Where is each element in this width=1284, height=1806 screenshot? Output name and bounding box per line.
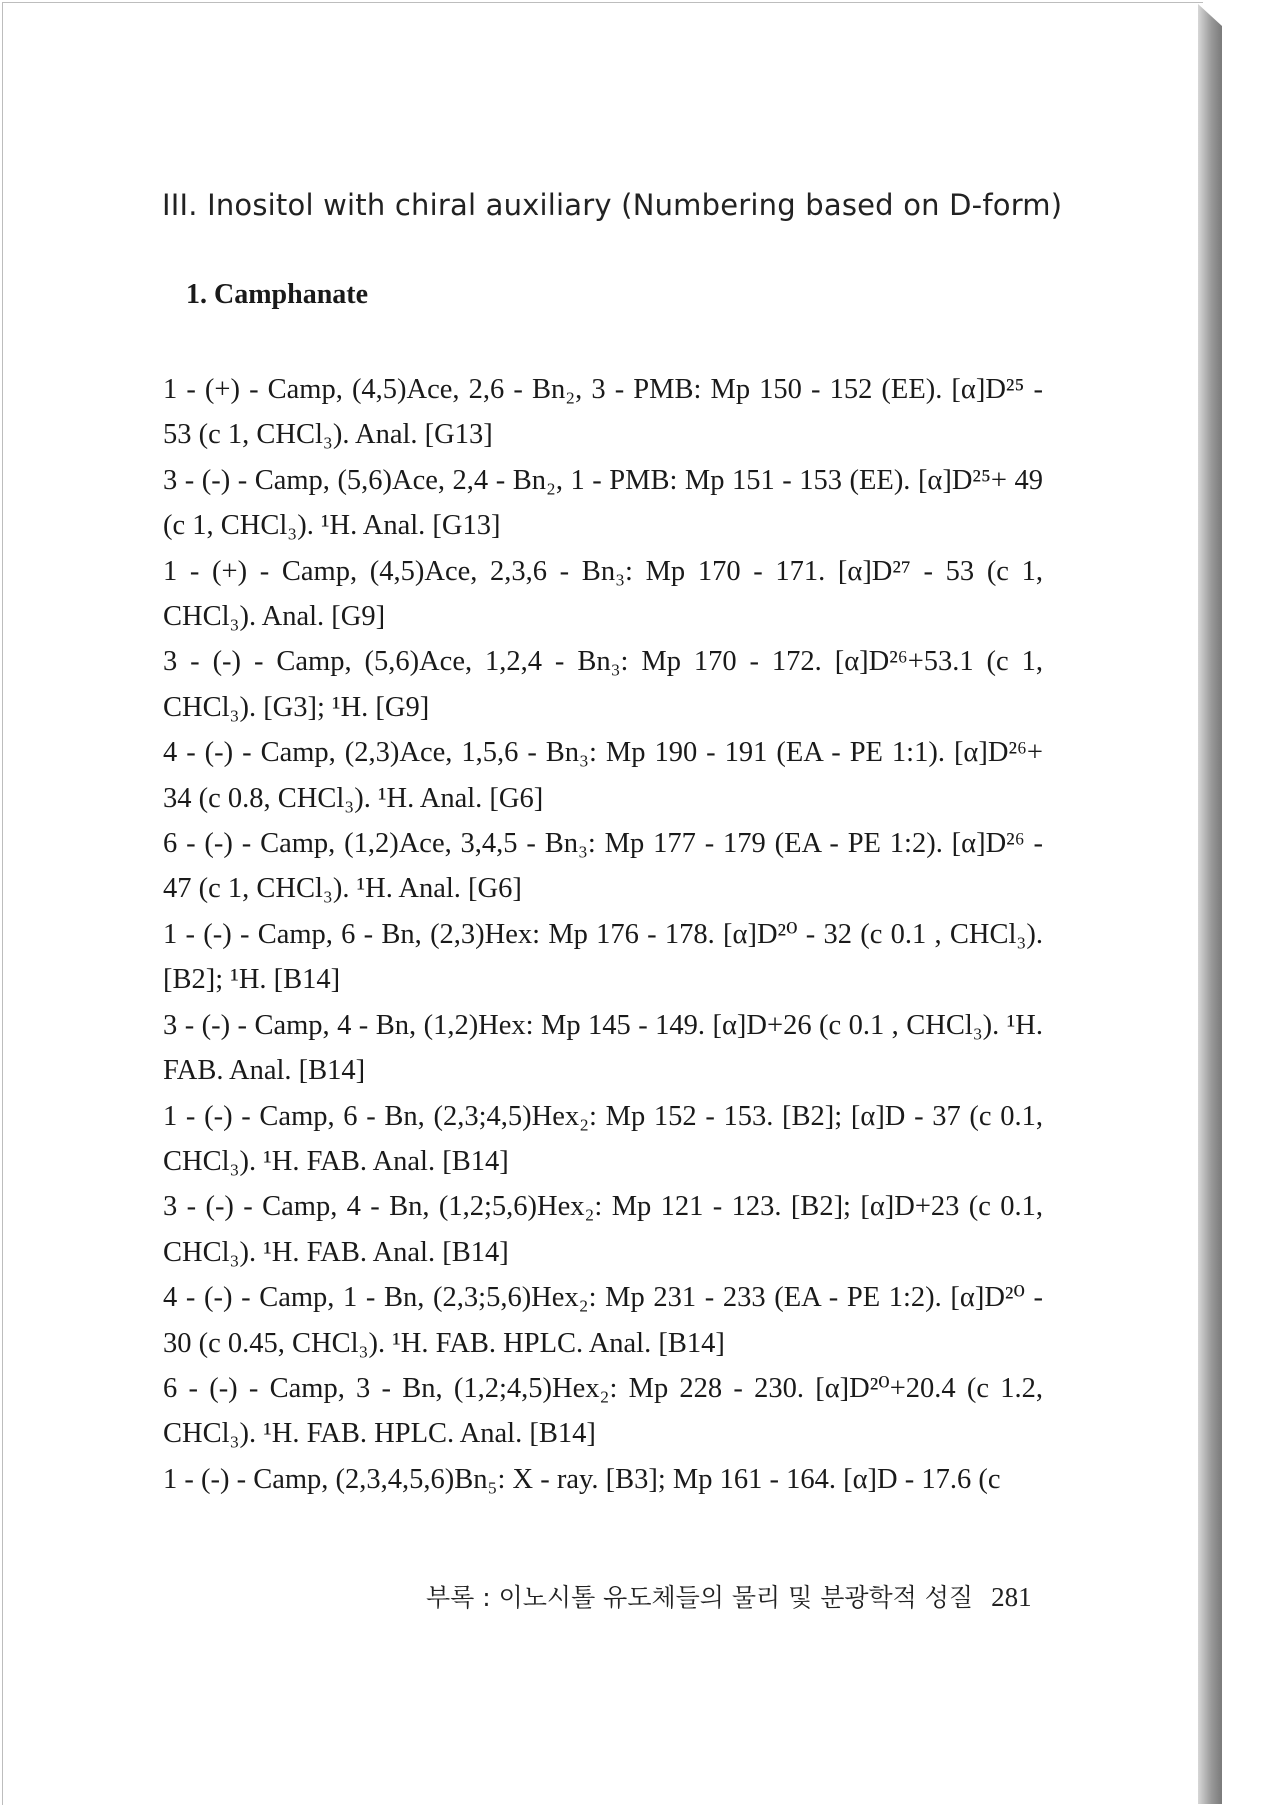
compound-entry: 1 - (+) - Camp, (4,5)Ace, 2,6 - Bn₂, 3 - PMB: Mp 150 - 152 (EE). [α]D²⁵ - 53 (c 1, CHCl₃). Anal. [G13] [163, 374, 1043, 451]
compound-entry: 4 - (-) - Camp, 1 - Bn, (2,3;5,6)Hex₂: Mp 231 - 233 (EA - PE 1:2). [α]D²⁰ - 30 (c 0.45, CHCl₃). ¹H. FAB. HPLC. Anal. [B14] [163, 1282, 1043, 1359]
section-heading: III. Inositol with chiral auxiliary (Numbering based on D-form) [162, 188, 1063, 222]
sub-heading: 1. Camphanate [186, 279, 369, 310]
compound-entry: 6 - (-) - Camp, (1,2)Ace, 3,4,5 - Bn₃: Mp 177 - 179 (EA - PE 1:2). [α]D²⁶ - 47 (c 1, CHCl₃). ¹H. Anal. [G6] [163, 828, 1043, 905]
running-title: 부록 : 이노시톨 유도체들의 물리 및 분광학적 성질 [426, 1583, 974, 1612]
compound-entry-list [163, 367, 1043, 1502]
compound-entry: 1 - (-) - Camp, 6 - Bn, (2,3)Hex: Mp 176 - 178. [α]D²⁰ - 32 (c 0.1 , CHCl₃). [B2]; ¹H. [B14] [163, 918, 1043, 996]
compound-entry: 1 - (-) - Camp, 6 - Bn, (2,3;4,5)Hex₂: Mp 152 - 153. [B2]; [α]D - 37 (c 0.1, CHCl₃). ¹H. FAB. Anal. [B14] [163, 1100, 1043, 1177]
compound-entry: 1 - (-) - Camp, (2,3,4,5,6)Bn₅: X - ray. [B3]; Mp 161 - 164. [α]D - 17.6 (c [163, 1463, 1001, 1495]
compound-entry: 6 - (-) - Camp, 3 - Bn, (1,2;4,5)Hex₂: Mp 228 - 230. [α]D²⁰+20.4 (c 1.2, CHCl₃). ¹H. FAB. HPLC. Anal. [B14] [163, 1372, 1043, 1450]
compound-entry: 3 - (-) - Camp, (5,6)Ace, 2,4 - Bn₂, 1 - PMB: Mp 151 - 153 (EE). [α]D²⁵+ 49 (c 1, CHCl₃). ¹H. Anal. [G13] [163, 464, 1043, 542]
page-footer [426, 1578, 1032, 1614]
compound-entry: 3 - (-) - Camp, 4 - Bn, (1,2)Hex: Mp 145 - 149. [α]D+26 (c 0.1 , CHCl₃). ¹H. FAB. Anal. [B14] [163, 1009, 1043, 1087]
compound-entry: 3 - (-) - Camp, (5,6)Ace, 1,2,4 - Bn₃: Mp 170 - 172. [α]D²⁶+53.1 (c 1, CHCl₃). [G3]; ¹H. [G9] [163, 646, 1043, 723]
compound-entry: 3 - (-) - Camp, 4 - Bn, (1,2;5,6)Hex₂: Mp 121 - 123. [B2]; [α]D+23 (c 0.1, CHCl₃). ¹H. FAB. Anal. [B14] [163, 1191, 1043, 1268]
compound-entry: 4 - (-) - Camp, (2,3)Ace, 1,5,6 - Bn₃: Mp 190 - 191 (EA - PE 1:1). [α]D²⁶+ 34 (c 0.8, CHCl₃). ¹H. Anal. [G6] [163, 737, 1043, 814]
page-edge-shadow [1198, 4, 1222, 1804]
page-number: 281 [991, 1582, 1032, 1612]
compound-entry: 1 - (+) - Camp, (4,5)Ace, 2,3,6 - Bn₃: Mp 170 - 171. [α]D²⁷ - 53 (c 1, CHCl₃). Anal. [G9] [163, 555, 1043, 633]
